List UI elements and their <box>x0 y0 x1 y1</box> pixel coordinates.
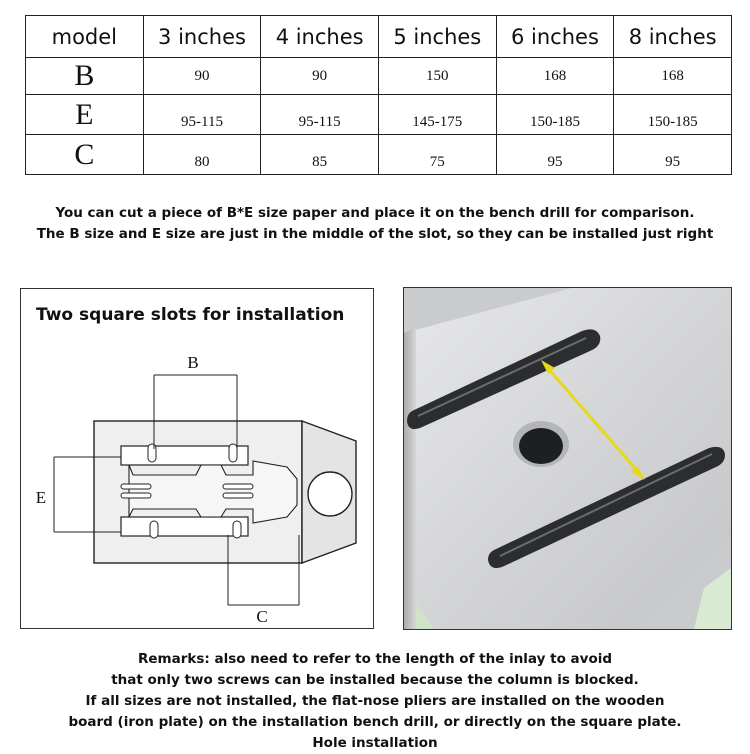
header-6-inches: 6 inches <box>496 16 614 58</box>
header-3-inches: 3 inches <box>143 16 261 58</box>
remarks-line-4: board (iron plate) on the installation bench drill, or directly on the square plate. <box>68 714 682 730</box>
table-cell: 168 <box>614 58 732 95</box>
remarks-line-5: Hole installation <box>312 735 438 751</box>
remarks-note <box>0 649 750 754</box>
table-cell: 168 <box>496 58 614 95</box>
table-row-c <box>26 135 732 175</box>
slot-diagram <box>21 289 373 628</box>
table-cell: 95-115 <box>261 95 379 135</box>
table-cell: 145-175 <box>378 95 496 135</box>
row-label-b: B <box>26 58 144 95</box>
header-4-inches: 4 inches <box>261 16 379 58</box>
table-cell: 150 <box>378 58 496 95</box>
header-model: model <box>26 16 144 58</box>
comparison-note <box>0 203 750 245</box>
diagram-title: Two square slots for installation <box>36 305 345 325</box>
table-cell: 95 <box>614 135 732 175</box>
remarks-line-1: Remarks: also need to refer to the length of the inlay to avoid <box>137 651 613 667</box>
row-label-e: E <box>26 95 144 135</box>
table-cell: 90 <box>143 58 261 95</box>
dimension-label-e: E <box>35 488 47 507</box>
dimension-label-c: C <box>256 607 268 626</box>
remarks-line-3: If all sizes are not installed, the flat-nose pliers are installed on the wooden <box>85 693 665 709</box>
table-cell: 90 <box>261 58 379 95</box>
dimension-label-b: B <box>187 353 199 372</box>
table-row-e <box>26 95 732 135</box>
table-cell: 95 <box>496 135 614 175</box>
table-cell: 85 <box>261 135 379 175</box>
drill-table-photo <box>403 287 732 630</box>
remarks-line-2: that only two screws can be installed because the column is blocked. <box>111 672 639 688</box>
row-label-c: C <box>26 135 144 175</box>
table-cell: 150-185 <box>496 95 614 135</box>
table-cell: 95-115 <box>143 95 261 135</box>
table-header-row <box>26 16 732 58</box>
drill-table-illustration <box>404 288 731 629</box>
header-5-inches: 5 inches <box>378 16 496 58</box>
table-cell: 75 <box>378 135 496 175</box>
table-row-b <box>26 58 732 95</box>
table-cell: 150-185 <box>614 95 732 135</box>
comparison-note-line-2: The B size and E size are just in the middle of the slot, so they can be installed just right <box>36 226 714 242</box>
size-table <box>25 15 732 175</box>
comparison-note-line-1: You can cut a piece of B*E size paper and place it on the bench drill for comparison. <box>55 205 695 221</box>
table-cell: 80 <box>143 135 261 175</box>
header-8-inches: 8 inches <box>614 16 732 58</box>
slot-diagram-panel <box>20 288 374 629</box>
